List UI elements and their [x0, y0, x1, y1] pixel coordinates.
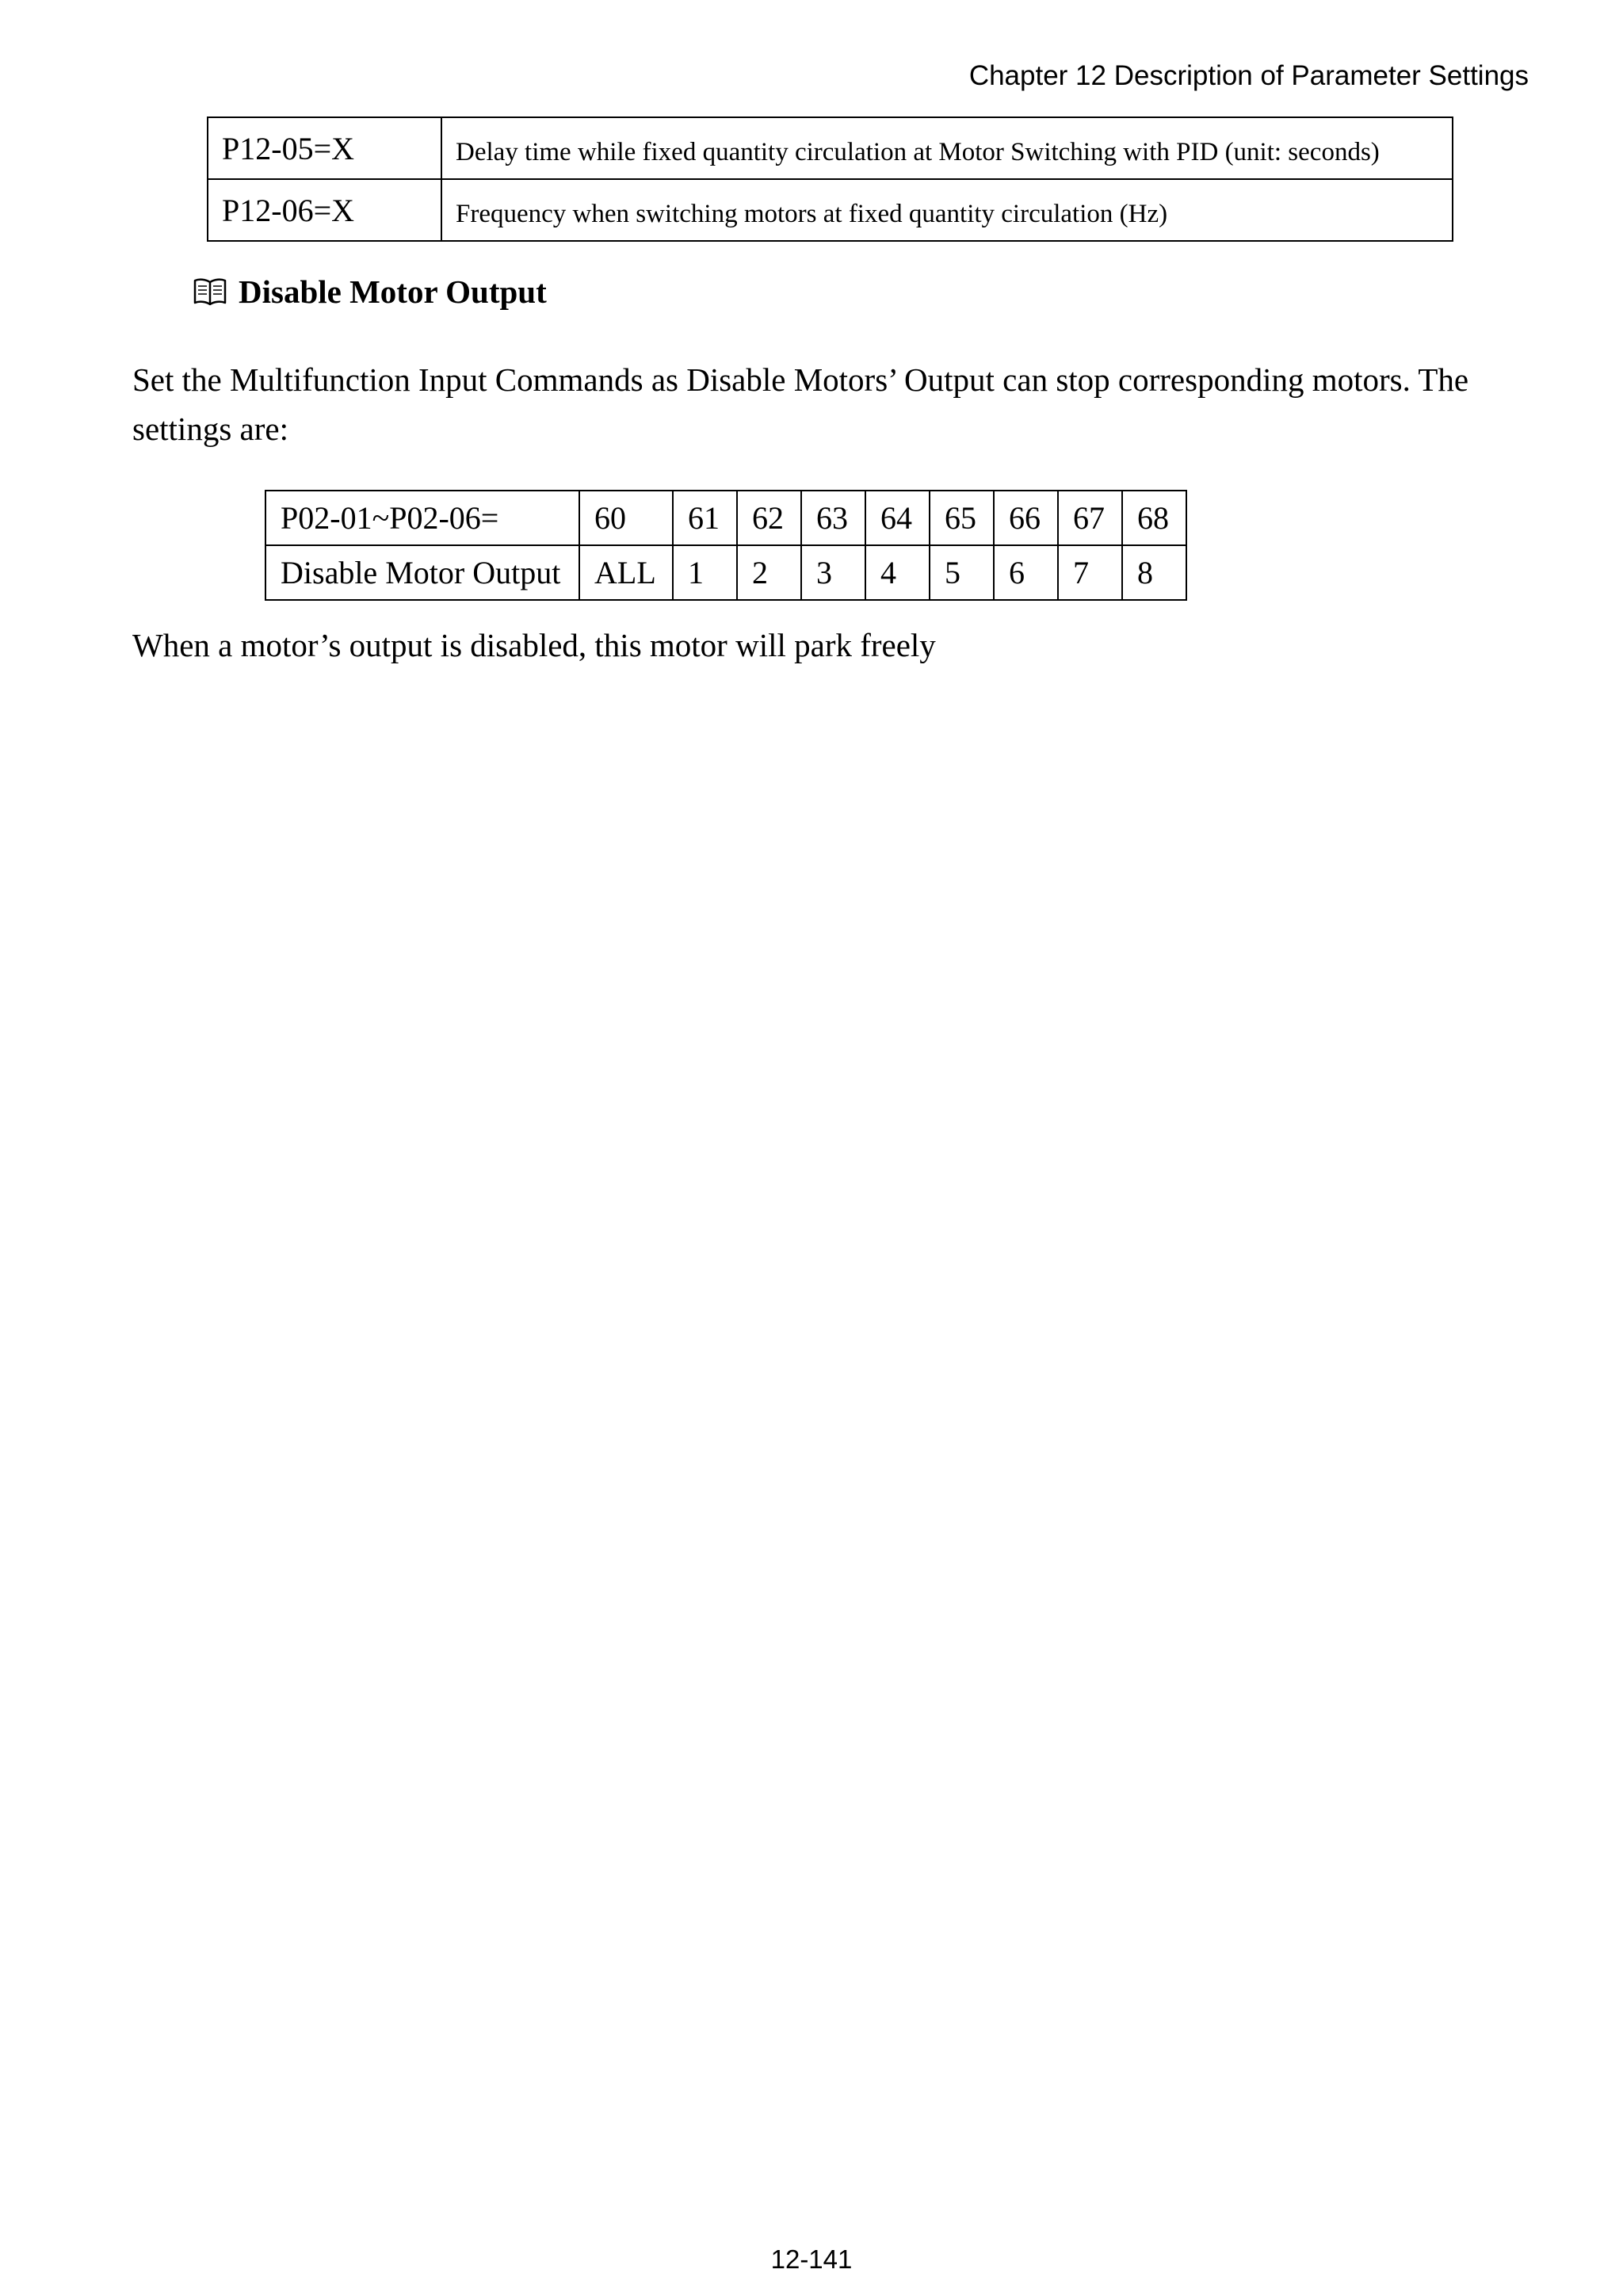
table-cell: 66	[994, 491, 1058, 545]
table-row	[208, 117, 1453, 179]
parameter-table	[207, 117, 1453, 242]
table-cell: 3	[801, 545, 865, 600]
table-cell: 64	[865, 491, 930, 545]
table-cell: 7	[1058, 545, 1122, 600]
table-cell: 60	[579, 491, 673, 545]
table-cell: 63	[801, 491, 865, 545]
table-cell: 2	[737, 545, 801, 600]
param-description-cell: Delay time while fixed quantity circulation at Motor Switching with PID (unit: seconds)	[441, 117, 1453, 179]
note-paragraph: When a motor’s output is disabled, this motor will park freely	[132, 627, 936, 663]
page-number: 12-141	[770, 2244, 853, 2274]
table-cell: Disable Motor Output	[265, 545, 579, 600]
param-code-cell: P12-05=X	[208, 117, 441, 179]
table-cell: P02-01~P02-06=	[265, 491, 579, 545]
table-cell: 68	[1122, 491, 1186, 545]
table-cell: ALL	[579, 545, 673, 600]
intro-paragraph: Set the Multifunction Input Commands as Disable Motors’ Output can stop corresponding motors. The settings are:	[132, 361, 1469, 447]
table-cell: 65	[930, 491, 994, 545]
table-cell: 4	[865, 545, 930, 600]
book-icon	[193, 276, 227, 308]
table-row	[265, 491, 1186, 545]
param-code-cell: P12-06=X	[208, 179, 441, 241]
table-cell: 62	[737, 491, 801, 545]
section-title: Disable Motor Output	[239, 273, 547, 310]
table-cell: 67	[1058, 491, 1122, 545]
chapter-header: Chapter 12 Description of Parameter Settings	[968, 60, 1529, 91]
table-cell: 5	[930, 545, 994, 600]
table-cell: 1	[673, 545, 737, 600]
section-heading	[193, 273, 547, 311]
table-cell: 61	[673, 491, 737, 545]
settings-table	[265, 490, 1187, 601]
table-row	[265, 545, 1186, 600]
param-description-cell: Frequency when switching motors at fixed quantity circulation (Hz)	[441, 179, 1453, 241]
table-cell: 8	[1122, 545, 1186, 600]
table-cell: 6	[994, 545, 1058, 600]
table-row	[208, 179, 1453, 241]
